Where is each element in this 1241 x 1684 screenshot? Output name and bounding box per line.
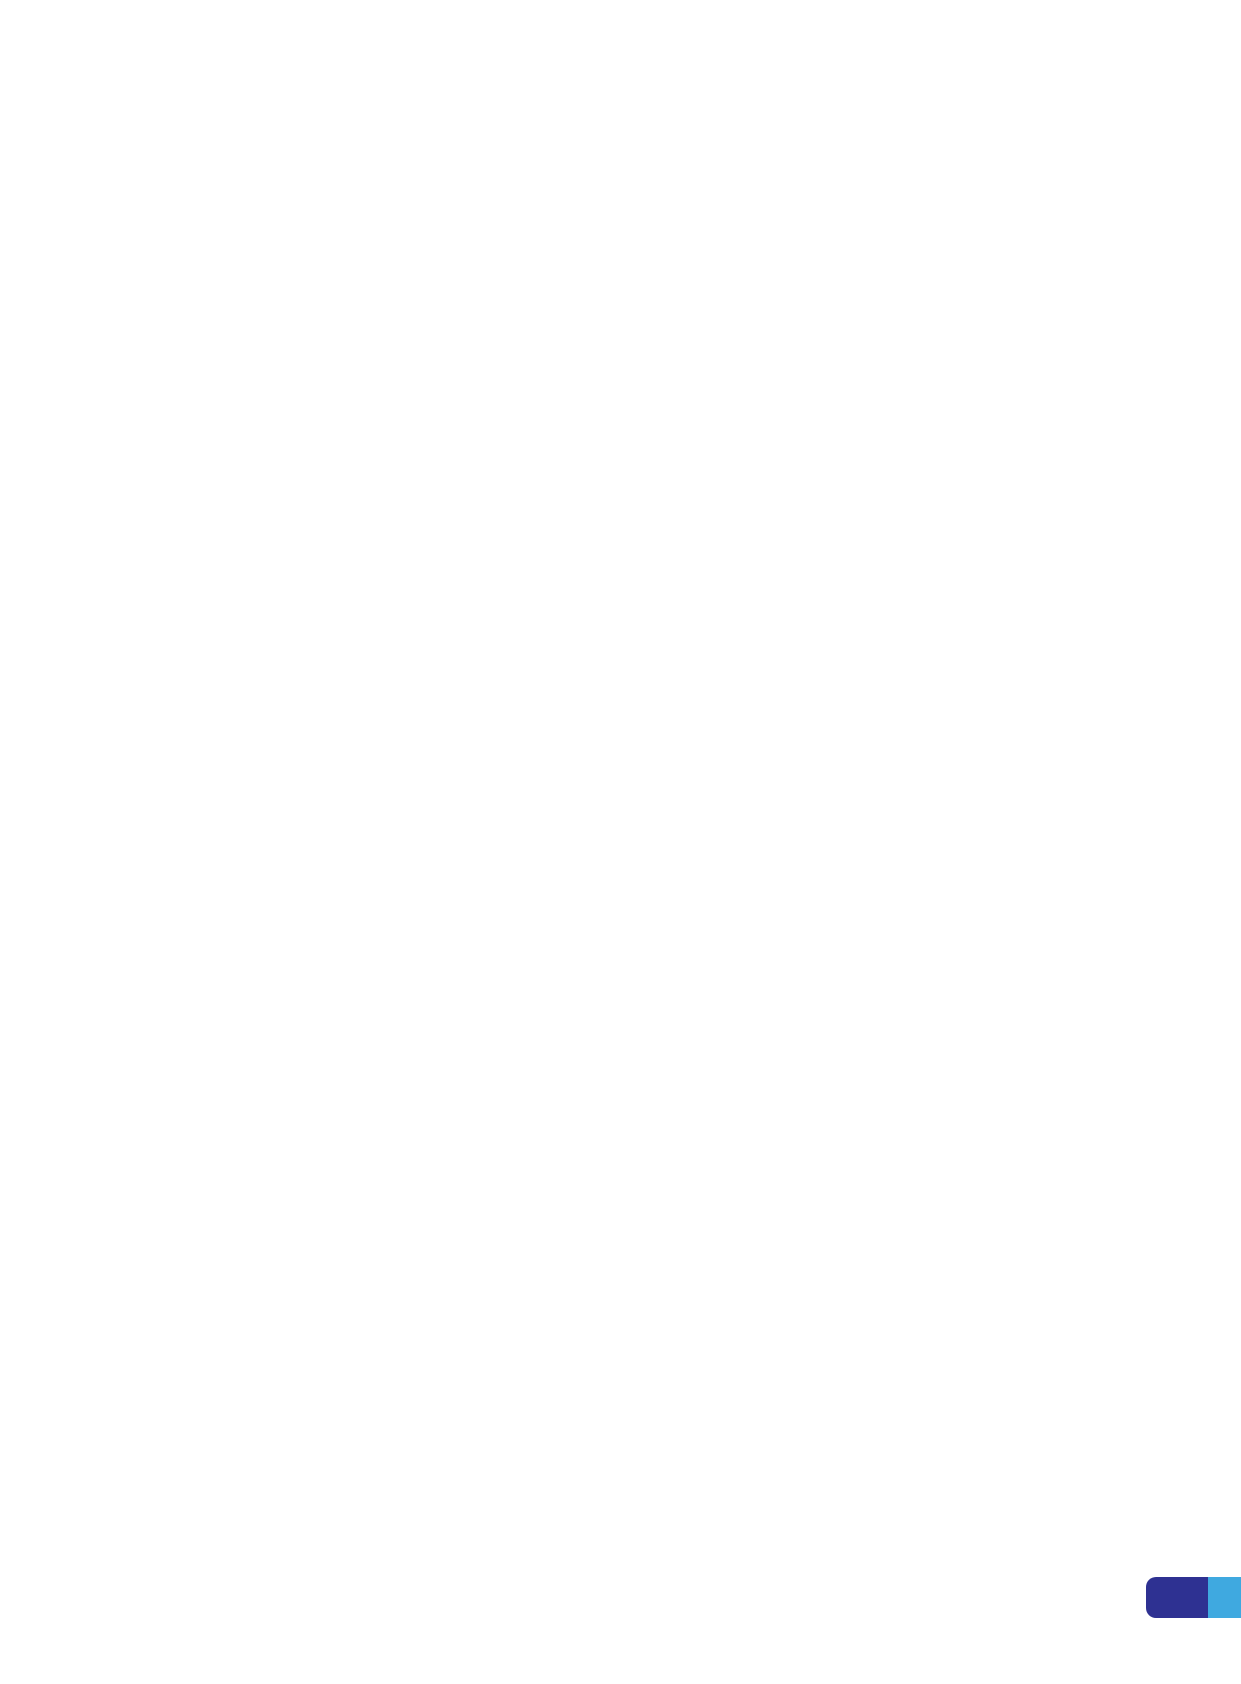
page-number-badge bbox=[1146, 1577, 1208, 1618]
page-edge-tab bbox=[1208, 1577, 1241, 1618]
bottom-wave-lines-decoration bbox=[0, 1330, 1241, 1684]
top-wave-lines-decoration bbox=[0, 0, 1241, 160]
